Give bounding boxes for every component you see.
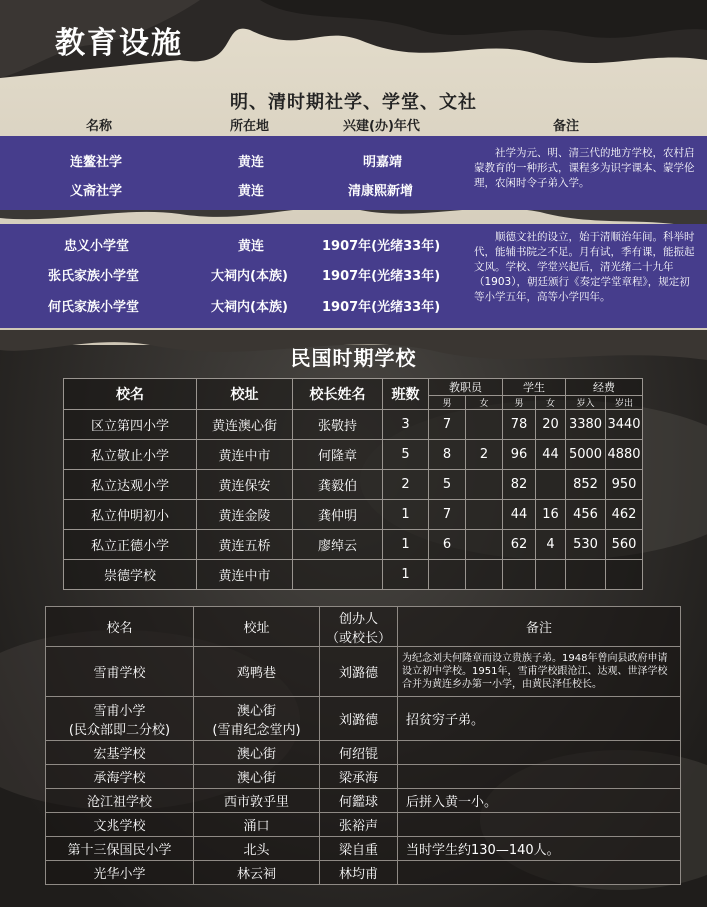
- cell-principal: [293, 560, 383, 590]
- cell-staff-male: 7: [429, 500, 466, 530]
- cell-income: 530: [566, 530, 606, 560]
- ming-qing-section-title: 明、清时期社学、学堂、文社: [230, 92, 477, 113]
- col-header-site: 校址: [197, 379, 293, 410]
- table-row: [46, 697, 681, 741]
- cell-name: [46, 697, 194, 741]
- cell-founder: 刘潞德: [320, 647, 398, 697]
- cell-site: 黄连中市: [197, 440, 293, 470]
- cell-name: 文兆学校: [46, 813, 194, 837]
- cell-expense: 462: [606, 500, 643, 530]
- cell-staff-male: 8: [429, 440, 466, 470]
- cell-note: [398, 813, 681, 837]
- header-note: 备注: [553, 119, 580, 134]
- cell-classes: 1: [383, 530, 429, 560]
- cell-expense: 950: [606, 470, 643, 500]
- col-header-name: 校名: [64, 379, 197, 410]
- cell-founder: 梁自重: [320, 837, 398, 861]
- cell-site: 西市敦乎里: [194, 789, 320, 813]
- table-row: [64, 560, 643, 590]
- table-row: [46, 741, 681, 765]
- cell-staff-female: [466, 470, 503, 500]
- cell-name: 崇德学校: [64, 560, 197, 590]
- cell-founder: 何绍锟: [320, 741, 398, 765]
- cell-staff-female: [466, 560, 503, 590]
- cell-note: [398, 765, 681, 789]
- mq-row-era: 1907年(光绪33年): [322, 300, 441, 315]
- sub-header-expense: 岁出: [606, 396, 643, 410]
- mq-row-name: 忠义小学堂: [64, 239, 130, 254]
- table-row: [64, 440, 643, 470]
- cell-site: 林云祠: [194, 861, 320, 885]
- cell-site: 涌口: [194, 813, 320, 837]
- sub-header-male: 男: [503, 396, 536, 410]
- mq-note-shexue: 社学为元、明、清三代的地方学校，农村启蒙教育的一种形式，课程多为识字课本、蒙学伦理，农闲时令子弟入学。: [474, 147, 695, 189]
- cell-expense: [606, 560, 643, 590]
- mq-row-location: 黄连: [238, 184, 265, 199]
- col-header-site: 校址: [194, 607, 320, 647]
- sub-header-male: 男: [429, 396, 466, 410]
- cell-students-female: [536, 470, 566, 500]
- cell-site: 鸡鸭巷: [194, 647, 320, 697]
- cell-income: 3380: [566, 410, 606, 440]
- cell-staff-male: 7: [429, 410, 466, 440]
- cell-income: 5000: [566, 440, 606, 470]
- cell-site: 黄连保安: [197, 470, 293, 500]
- mq-row-name: 义斋社学: [70, 184, 123, 199]
- cell-students-female: 4: [536, 530, 566, 560]
- cell-site: 黄连中市: [197, 560, 293, 590]
- school-name-sub: (民众部即二分校): [68, 722, 171, 738]
- table-row: [46, 813, 681, 837]
- table-row: [46, 837, 681, 861]
- cell-site: 黄连五桥: [197, 530, 293, 560]
- cell-name: 私立正德小学: [64, 530, 197, 560]
- table-row: [46, 789, 681, 813]
- cell-founder: 刘潞德: [320, 697, 398, 741]
- mq-row-era: 清康熙新增: [348, 184, 414, 199]
- mq-row-location: 黄连: [238, 155, 265, 170]
- cell-staff-male: [429, 560, 466, 590]
- cell-staff-female: [466, 500, 503, 530]
- cell-income: 456: [566, 500, 606, 530]
- cell-name: 沧江祖学校: [46, 789, 194, 813]
- founder-sublabel: （或校长）: [325, 630, 391, 646]
- mq-row-era: 1907年(光绪33年): [322, 239, 441, 254]
- mq-row-name: 何氏家族小学堂: [48, 300, 140, 315]
- cell-principal: 龚仲明: [293, 500, 383, 530]
- mq-row-location: 黄连: [238, 239, 265, 254]
- cell-note: [398, 861, 681, 885]
- cell-students-male: 62: [503, 530, 536, 560]
- cell-classes: 1: [383, 500, 429, 530]
- sub-header-income: 岁入: [566, 396, 606, 410]
- cell-note: 后拼入黄一小。: [398, 789, 681, 813]
- cell-site: [194, 697, 320, 741]
- cell-staff-male: 5: [429, 470, 466, 500]
- mq-note-wenshe: 顺德文社的设立，始于清顺治年间。科举时代，能辅书院之不足。月有试，季有课，能振起文风。学校、学堂兴起后，清光绪二十九年（1903），朝廷颁行《奏定学堂章程》，规定初等小学五年，高等小学四年。: [474, 231, 695, 303]
- mq-row-name: 张氏家族小学堂: [48, 269, 140, 284]
- table-row: [64, 470, 643, 500]
- cell-founder: 梁承海: [320, 765, 398, 789]
- col-header-funds: 经费: [566, 379, 643, 396]
- school-name: 雪甫小学: [93, 703, 146, 719]
- cell-founder: 何鑑球: [320, 789, 398, 813]
- cell-students-male: 44: [503, 500, 536, 530]
- cell-site: 黄连澳心街: [197, 410, 293, 440]
- cell-students-male: 82: [503, 470, 536, 500]
- site-name: 澳心街: [236, 703, 276, 719]
- cell-name: 宏基学校: [46, 741, 194, 765]
- mq-row-location: 大祠内(本族): [211, 269, 288, 284]
- cell-students-female: 44: [536, 440, 566, 470]
- mq-row-location: 大祠内(本族): [211, 300, 288, 315]
- cell-name: 承海学校: [46, 765, 194, 789]
- header-name: 名称: [86, 119, 113, 134]
- site-name-sub: (雪甫纪念堂内): [212, 722, 301, 738]
- cell-name: 区立第四小学: [64, 410, 197, 440]
- cell-note: 为纪念刘夫何隆章而设立贵族子弟。1948年曾向县政府申请设立初中学校。1951年，雪甫学校跟沧江、达观、世泽学校合并为黄连乡办第一小学，由黄民泽任校长。: [398, 647, 681, 697]
- cell-site: 黄连金陵: [197, 500, 293, 530]
- col-header-note: 备注: [398, 607, 681, 647]
- cell-founder: 张裕声: [320, 813, 398, 837]
- cell-expense: 3440: [606, 410, 643, 440]
- table-row: [64, 500, 643, 530]
- sub-header-female: 女: [466, 396, 503, 410]
- cell-classes: 2: [383, 470, 429, 500]
- cell-staff-female: [466, 530, 503, 560]
- table-row: [46, 861, 681, 885]
- cell-principal: 何隆章: [293, 440, 383, 470]
- cell-name: 第十三保国民小学: [46, 837, 194, 861]
- header-era: 兴建(办)年代: [343, 119, 420, 134]
- col-header-founder: [320, 607, 398, 647]
- col-header-students: 学生: [503, 379, 566, 396]
- sub-header-female: 女: [536, 396, 566, 410]
- founder-label: 创办人: [338, 611, 378, 627]
- cell-staff-female: [466, 410, 503, 440]
- cell-staff-male: 6: [429, 530, 466, 560]
- cell-name: 私立敬止小学: [64, 440, 197, 470]
- cell-name: 光华小学: [46, 861, 194, 885]
- cell-classes: 5: [383, 440, 429, 470]
- cell-expense: 560: [606, 530, 643, 560]
- cell-students-female: 16: [536, 500, 566, 530]
- cell-students-female: [536, 560, 566, 590]
- cell-principal: 廖绰云: [293, 530, 383, 560]
- cell-principal: 龚毅伯: [293, 470, 383, 500]
- mq-row-era: 1907年(光绪33年): [322, 269, 441, 284]
- cell-expense: 4880: [606, 440, 643, 470]
- cell-staff-female: 2: [466, 440, 503, 470]
- cell-students-male: 96: [503, 440, 536, 470]
- cell-name: 私立达观小学: [64, 470, 197, 500]
- cell-site: 北头: [194, 837, 320, 861]
- table-row: [64, 410, 643, 440]
- table-row: [46, 647, 681, 697]
- col-header-staff: 教职员: [429, 379, 503, 396]
- cell-students-male: [503, 560, 536, 590]
- cell-income: 852: [566, 470, 606, 500]
- page-title: 教育设施: [55, 26, 183, 61]
- cell-note: [398, 741, 681, 765]
- cell-name: 私立仲明初小: [64, 500, 197, 530]
- cell-site: 澳心街: [194, 741, 320, 765]
- cell-founder: 林均甫: [320, 861, 398, 885]
- cell-note: 当时学生约130—140人。: [398, 837, 681, 861]
- cell-site: 澳心街: [194, 765, 320, 789]
- other-schools-table: [45, 606, 681, 885]
- cell-income: [566, 560, 606, 590]
- header-location: 所在地: [230, 119, 270, 134]
- table-row: [64, 530, 643, 560]
- minguo-section-title: 民国时期学校: [290, 346, 417, 370]
- cell-principal: 张敬持: [293, 410, 383, 440]
- cell-note: 招贫穷子弟。: [398, 697, 681, 741]
- cell-classes: 3: [383, 410, 429, 440]
- mq-row-era: 明嘉靖: [363, 155, 403, 170]
- col-header-classes: 班数: [383, 379, 429, 410]
- cell-name: 雪甫学校: [46, 647, 194, 697]
- cell-students-male: 78: [503, 410, 536, 440]
- cell-classes: 1: [383, 560, 429, 590]
- mq-row-name: 连鳌社学: [70, 155, 123, 170]
- col-header-principal: 校长姓名: [293, 379, 383, 410]
- col-header-name: 校名: [46, 607, 194, 647]
- minguo-schools-table: [63, 378, 643, 590]
- table-row: [46, 765, 681, 789]
- cell-students-female: 20: [536, 410, 566, 440]
